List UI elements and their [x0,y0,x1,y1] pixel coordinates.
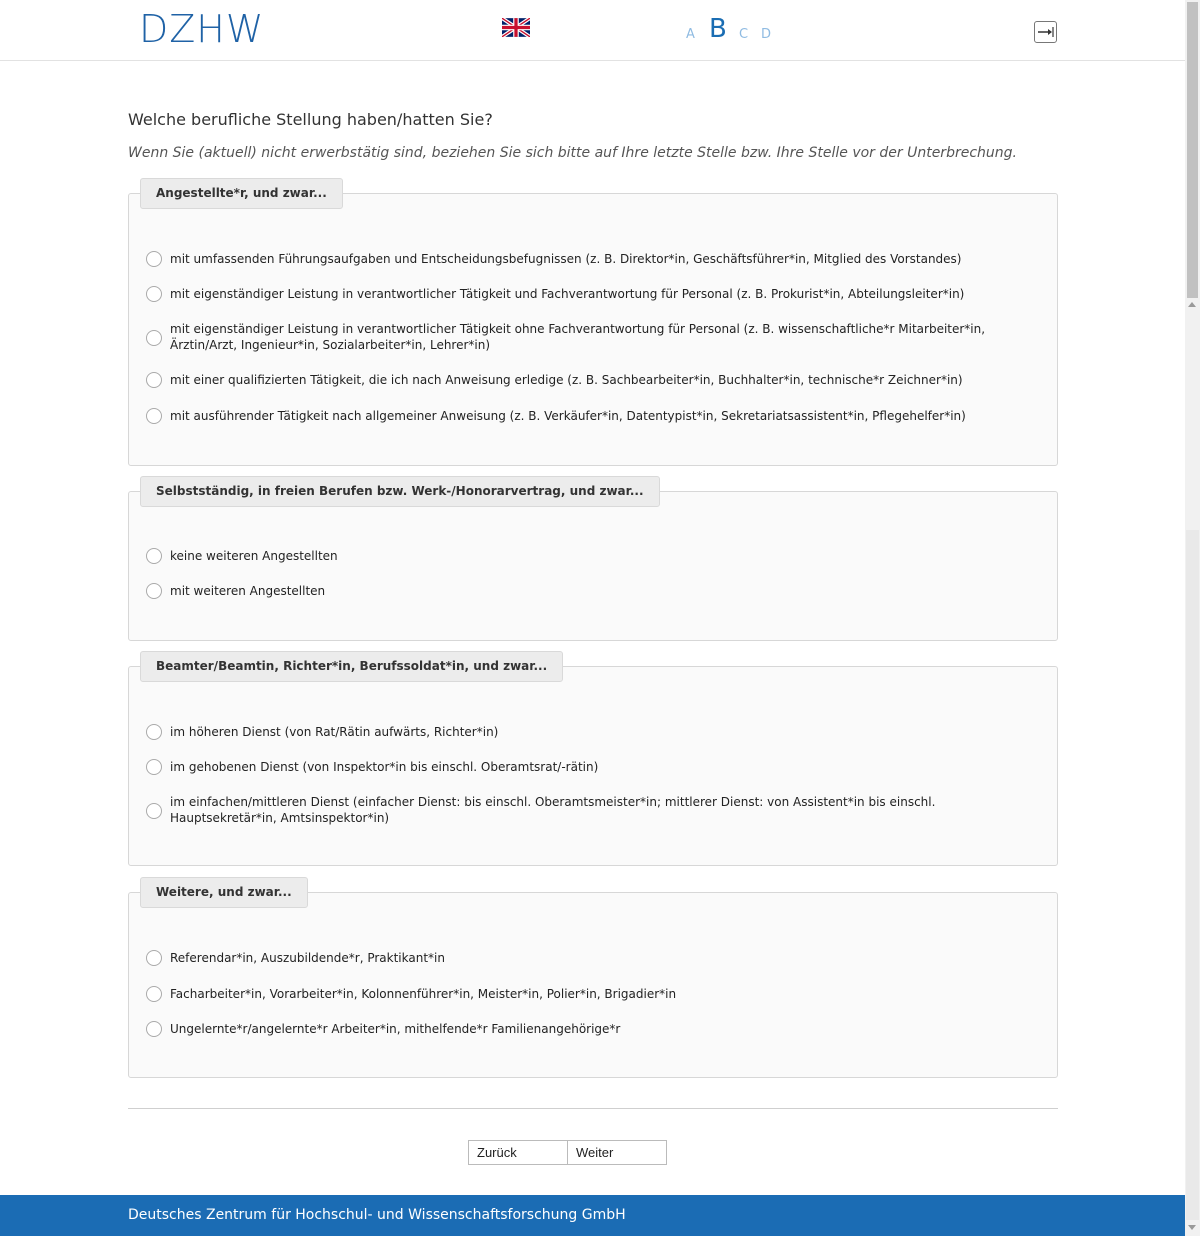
radio-option[interactable] [146,582,1037,600]
option-label: mit eigenständiger Leistung in verantwortlicher Tätigkeit ohne Fachverantwortung für Personal (z. B. wissenschaftliche*r Mitarbeiter*in, Ärztin/Arzt, Ingenieur*in, Sozialarbeiter*in, Lehrer*in) [170,322,986,352]
group-weitere [128,885,1058,1078]
footer-text: Deutsches Zentrum für Hochschul- und Wissenschaftsforschung GmbH [128,1207,626,1223]
step-b-current: B [709,14,727,44]
group-angestellte [128,186,1058,466]
group-legend: Beamter/Beamtin, Richter*in, Berufssoldat*in, und zwar... [140,651,563,682]
radio-option[interactable] [146,949,1037,967]
radio-option[interactable] [146,985,1037,1003]
option-label: mit umfassenden Führungsaufgaben und Entscheidungsbefugnissen (z. B. Direktor*in, Geschäftsführer*in, Mitglied des Vorstandes) [170,252,962,266]
radio-option[interactable] [146,547,1037,565]
question-hint: Wenn Sie (aktuell) nicht erwerbstätig sind, beziehen Sie sich bitte auf Ihre letzte Stelle bzw. Ihre Stelle vor der Unterbrechung. [128,145,1017,161]
option-label: im höheren Dienst (von Rat/Rätin aufwärts, Richter*in) [170,725,499,739]
radio-option[interactable] [146,285,1037,303]
vertical-scrollbar[interactable] [1185,0,1200,1236]
step-c[interactable]: C [739,27,749,42]
radio-button[interactable] [146,1021,162,1037]
option-label: Referendar*in, Auszubildende*r, Praktikant*in [170,951,445,965]
divider [128,1108,1058,1109]
option-label: mit ausführender Tätigkeit nach allgemeiner Anweisung (z. B. Verkäufer*in, Datentypist*in, Sekretariatsassistent*in, Pflegehelfer*in) [170,409,966,423]
radio-option[interactable] [146,723,1037,741]
radio-option[interactable] [146,321,1037,355]
radio-button[interactable] [146,724,162,740]
footer-bar [0,1195,1185,1236]
radio-button[interactable] [146,548,162,564]
scrollbar-thumb[interactable] [1187,2,1198,298]
option-label: Facharbeiter*in, Vorarbeiter*in, Kolonnenführer*in, Meister*in, Polier*in, Brigadier*in [170,987,677,1001]
uk-flag-icon[interactable] [502,18,530,37]
scrollbar-track[interactable] [1186,530,1199,1220]
radio-option[interactable] [146,371,1037,389]
next-button[interactable]: Weiter [567,1140,667,1165]
step-a[interactable]: A [686,27,695,42]
scroll-up-arrow-icon[interactable] [1188,302,1196,307]
radio-option[interactable] [146,250,1037,268]
group-legend: Selbstständig, in freien Berufen bzw. Werk-/Honorarvertrag, und zwar... [140,476,660,507]
radio-button[interactable] [146,251,162,267]
radio-button[interactable] [146,286,162,302]
option-label: Ungelernte*r/angelernte*r Arbeiter*in, mithelfende*r Familienangehörige*r [170,1022,621,1036]
option-label: mit weiteren Angestellten [170,584,326,598]
radio-option[interactable] [146,1020,1037,1038]
radio-button[interactable] [146,583,162,599]
radio-button[interactable] [146,986,162,1002]
question-title: Welche berufliche Stellung haben/hatten Sie? [128,110,493,129]
group-selbststaendig [128,484,1058,641]
option-label: mit eigenständiger Leistung in verantwortlicher Tätigkeit und Fachverantwortung für Personal (z. B. Prokurist*in, Abteilungsleiter*in) [170,287,965,301]
logout-button[interactable] [1034,21,1057,43]
radio-button[interactable] [146,803,162,819]
option-label: mit einer qualifizierten Tätigkeit, die ich nach Anweisung erledige (z. B. Sachbearbeiter*in, Buchhalter*in, technische*r Zeichner*in) [170,373,963,387]
group-legend: Angestellte*r, und zwar... [140,178,343,209]
step-d[interactable]: D [761,27,772,42]
scroll-down-arrow-icon[interactable] [1188,1225,1196,1230]
radio-button[interactable] [146,330,162,346]
dzhw-logo: DZHW [139,7,265,51]
option-label: im einfachen/mittleren Dienst (einfacher Dienst: bis einschl. Oberamtsmeister*in; mittlerer Dienst: von Assistent*in bis einschl. Hauptsekretär*in, Amtsinspektor*in) [170,795,936,825]
option-label: keine weiteren Angestellten [170,549,338,563]
radio-button[interactable] [146,372,162,388]
radio-option[interactable] [146,407,1037,425]
back-button[interactable]: Zurück [468,1140,568,1165]
option-label: im gehobenen Dienst (von Inspektor*in bis einschl. Oberamtsrat/-rätin) [170,760,599,774]
radio-button[interactable] [146,408,162,424]
radio-option[interactable] [146,794,1037,828]
header-bar [0,0,1185,61]
radio-button[interactable] [146,759,162,775]
group-legend: Weitere, und zwar... [140,877,308,908]
group-beamte [128,659,1058,866]
radio-button[interactable] [146,950,162,966]
radio-option[interactable] [146,758,1037,776]
